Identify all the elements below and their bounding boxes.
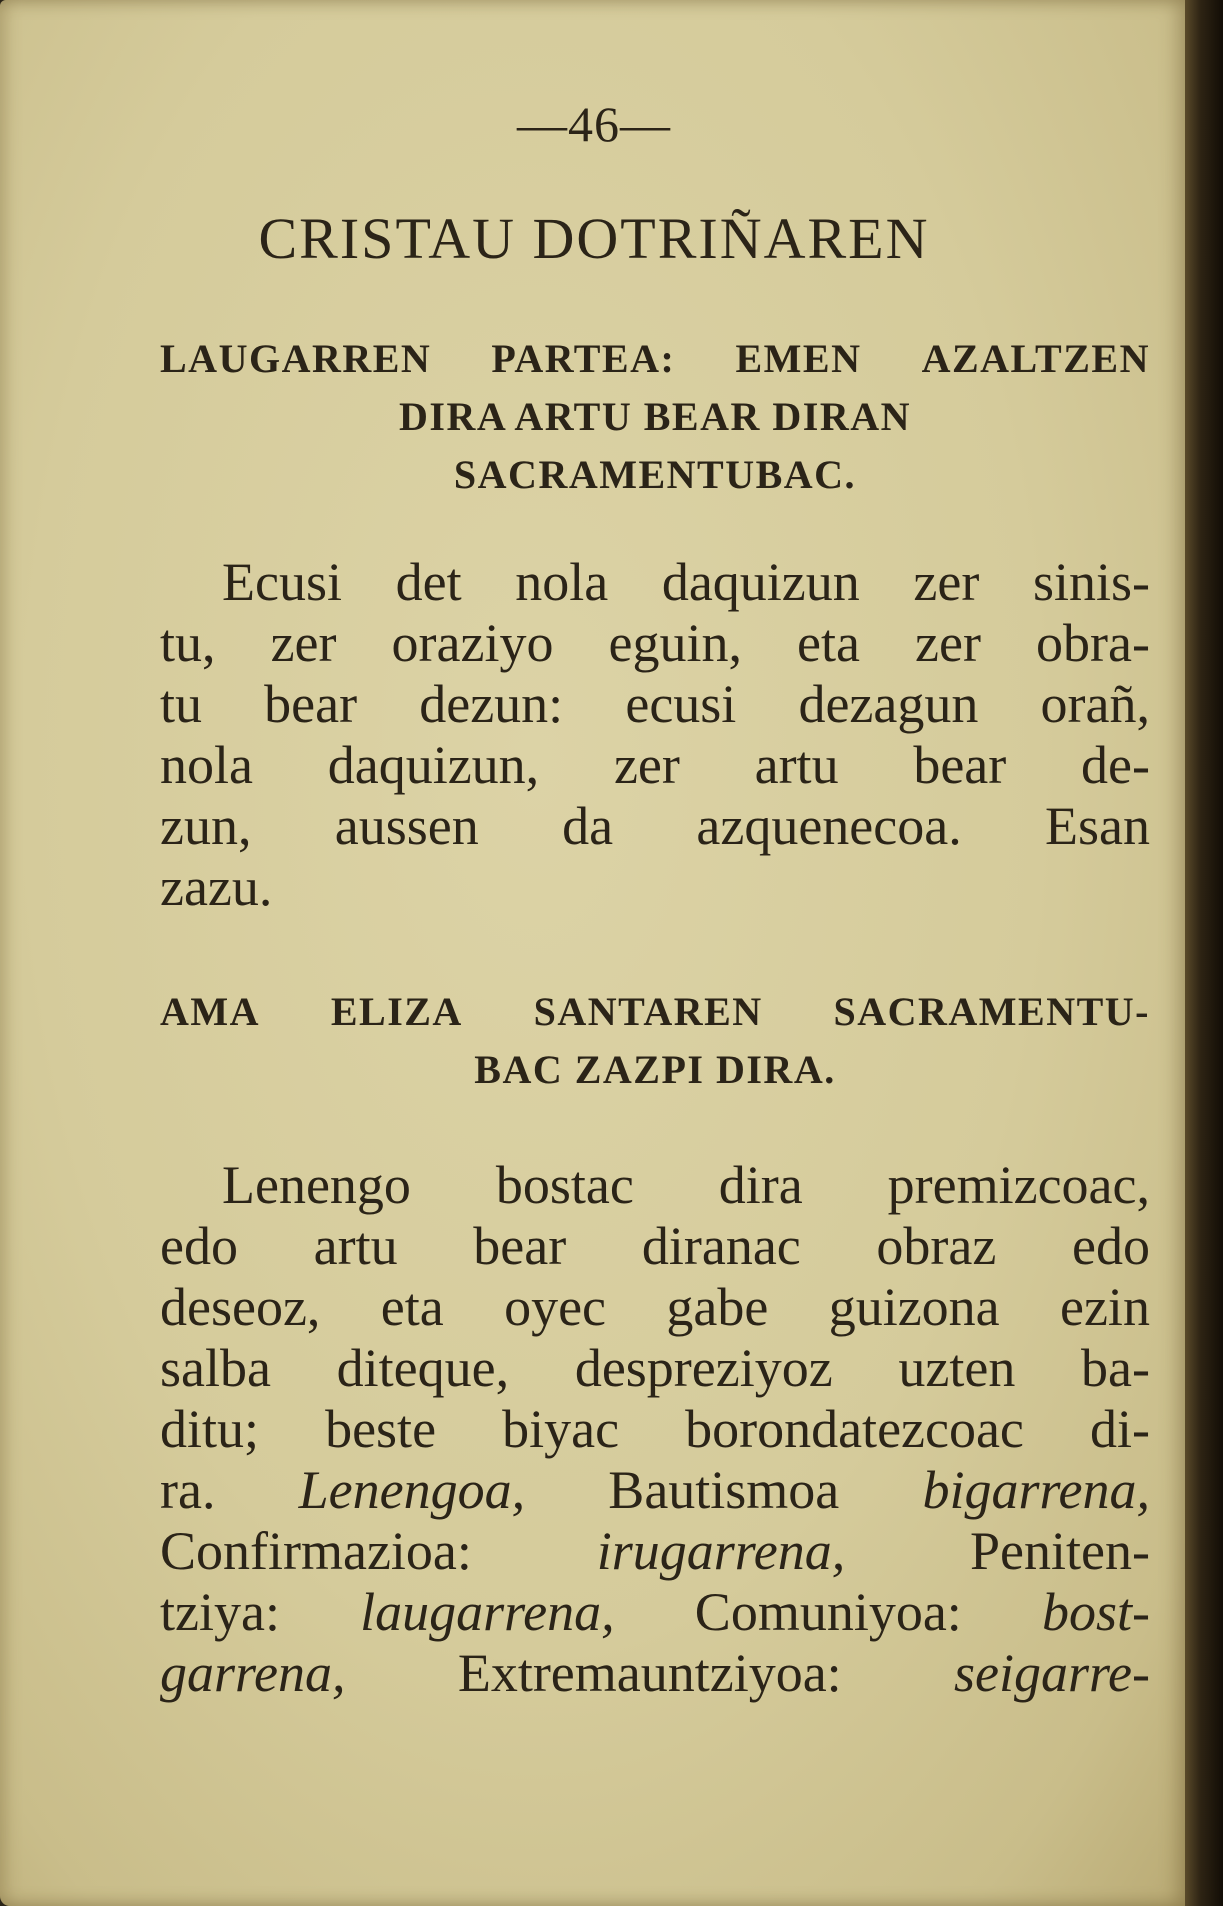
section-title-1 (160, 330, 1150, 504)
word: de- (1080, 735, 1150, 795)
word: da (562, 796, 614, 856)
paragraph-2 (160, 1155, 1150, 1704)
word: dira (718, 1155, 803, 1215)
word: borondatezcoac (685, 1399, 1024, 1459)
word: Bautismoa (608, 1460, 840, 1520)
word: zun, (160, 796, 252, 856)
word: aussen (334, 796, 479, 856)
word: daquizun, (327, 735, 540, 795)
word: despreziyoz (574, 1338, 833, 1398)
word: salba (160, 1338, 271, 1398)
section-title-1-line: SACRAMENTUBAC. (453, 452, 857, 497)
paragraph-line (160, 1582, 1150, 1643)
word: eguin, (608, 613, 742, 673)
word: ecusi (625, 674, 737, 734)
word: zer (913, 552, 980, 612)
page-heading: CRISTAU DOTRIÑAREN (258, 206, 930, 271)
title-word: LAUGARREN (160, 336, 432, 381)
word: edo (160, 1216, 238, 1276)
paragraph-line (160, 796, 1150, 857)
paragraph-line (160, 1643, 1150, 1704)
paragraph-line (160, 674, 1150, 735)
italic-word: laugarrena, (360, 1582, 615, 1642)
paragraph-line (160, 1460, 1150, 1521)
word: deseoz, (160, 1277, 321, 1337)
word: orañ, (1040, 674, 1150, 734)
word: eta (380, 1277, 444, 1337)
paragraph-line (160, 1155, 1150, 1216)
word: oyec (504, 1277, 607, 1337)
word: premizcoac, (887, 1155, 1150, 1215)
paragraph-line (160, 613, 1150, 674)
word: bear (264, 674, 358, 734)
word: diranac (641, 1216, 801, 1276)
paragraph-line: zazu. (160, 857, 273, 917)
word: sinis- (1032, 552, 1150, 612)
word: ra. (160, 1460, 216, 1520)
word: nola (160, 735, 253, 795)
word: Peniten- (970, 1521, 1150, 1581)
word: artu (754, 735, 839, 795)
word: obraz (876, 1216, 997, 1276)
section-title-1-line: DIRA ARTU BEAR DIRAN (399, 394, 911, 439)
word: uzten (898, 1338, 1016, 1398)
italic-word: bost- (1041, 1582, 1150, 1642)
italic-word: Lenengoa, (298, 1460, 526, 1520)
word: bear (913, 735, 1007, 795)
title-word: SANTAREN (533, 989, 763, 1034)
word: Extremauntziyoa: (457, 1643, 842, 1703)
word: daquizun (661, 552, 860, 612)
word: tu, (160, 613, 216, 673)
word: tziya: (160, 1582, 280, 1642)
word: bear (473, 1216, 567, 1276)
word: bostac (495, 1155, 634, 1215)
word: zer (270, 613, 337, 673)
word: di- (1089, 1399, 1150, 1459)
word: azquenecoa. (696, 796, 962, 856)
italic-word: bigarrena, (922, 1460, 1150, 1520)
word: Lenengo (222, 1155, 411, 1215)
word: ezin (1060, 1277, 1150, 1337)
italic-word: seigarre- (954, 1643, 1150, 1703)
italic-word: irugarrena, (596, 1521, 846, 1581)
title-word: PARTEA: (491, 336, 676, 381)
word: gabe (666, 1277, 769, 1337)
title-word: EMEN (735, 336, 862, 381)
word: zer (613, 735, 680, 795)
paragraph-line (160, 1399, 1150, 1460)
title-word: ELIZA (330, 989, 463, 1034)
word: eta (797, 613, 860, 673)
word: Ecusi (222, 552, 342, 612)
paragraph-line (160, 552, 1150, 613)
word: guizona (828, 1277, 1000, 1337)
book-spine (1185, 0, 1223, 1906)
word: nola (515, 552, 609, 612)
paragraph-line (160, 1338, 1150, 1399)
page-number: —46— (517, 96, 671, 152)
paragraph-line (160, 735, 1150, 796)
paragraph-line (160, 1277, 1150, 1338)
paragraph-1 (160, 552, 1150, 918)
section-title-1-line (160, 330, 1150, 388)
word: zer (915, 613, 981, 673)
title-word: AMA (160, 989, 261, 1034)
paragraph-line (160, 1521, 1150, 1582)
section-title-2-line: BAC ZAZPI DIRA. (474, 1047, 836, 1092)
word: obra- (1036, 613, 1150, 673)
word: beste (325, 1399, 437, 1459)
word: Esan (1045, 796, 1150, 856)
word: dezagun (798, 674, 979, 734)
word: ba- (1081, 1338, 1150, 1398)
section-title-2-line (160, 983, 1150, 1041)
title-word: AZALTZEN (921, 336, 1150, 381)
word: Comuniyoa: (694, 1582, 962, 1642)
title-word: SACRAMENTU- (833, 989, 1150, 1034)
word: biyac (502, 1399, 620, 1459)
word: edo (1072, 1216, 1150, 1276)
word: det (395, 552, 462, 612)
paragraph-line (160, 1216, 1150, 1277)
word: tu (160, 674, 203, 734)
word: Confirmazioa: (160, 1521, 472, 1581)
word: ditu; (160, 1399, 260, 1459)
word: oraziyo (391, 613, 554, 673)
word: dezun: (419, 674, 564, 734)
word: diteque, (336, 1338, 510, 1398)
section-title-2 (160, 983, 1150, 1099)
word: artu (313, 1216, 398, 1276)
italic-word: garrena, (160, 1643, 346, 1703)
